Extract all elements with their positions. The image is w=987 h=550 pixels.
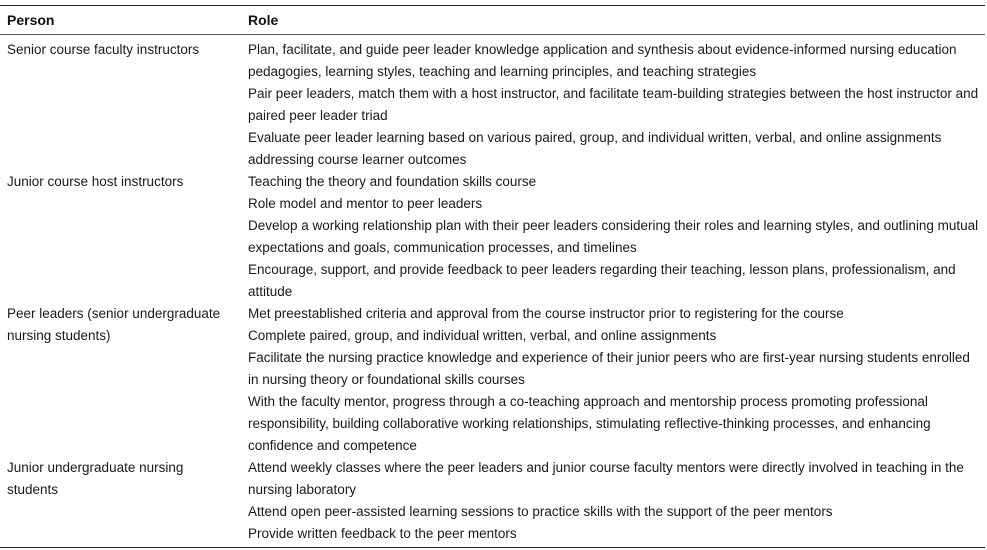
role-item: Met preestablished criteria and approval from the course instructor prior to registering for the course	[248, 306, 844, 321]
roles-table	[0, 5, 985, 548]
role-item: Evaluate peer leader learning based on various paired, group, and individual written, verbal, and online assignments addressing course learner outcomes	[248, 130, 942, 167]
role-cell	[248, 303, 985, 457]
table-row	[0, 457, 985, 545]
person-cell: Peer leaders (senior undergraduate nursing students)	[7, 306, 221, 343]
table-header	[0, 6, 985, 35]
role-item: Plan, facilitate, and guide peer leader knowledge application and synthesis about evidence-informed nursing education pedagogies, learning styles, teaching and learning principles, and teaching strategies	[248, 42, 957, 79]
table-row	[0, 39, 985, 171]
role-item: Complete paired, group, and individual written, verbal, and online assignments	[248, 328, 717, 343]
role-item: Provide written feedback to the peer mentors	[248, 526, 517, 541]
table-body	[0, 35, 985, 547]
person-cell: Junior course host instructors	[7, 174, 184, 189]
role-item: Role model and mentor to peer leaders	[248, 196, 483, 211]
header-person: Person	[7, 12, 55, 28]
table-row	[0, 171, 985, 303]
role-cell	[248, 39, 985, 171]
role-item: With the faculty mentor, progress through a co-teaching approach and mentorship process promoting professional responsibility, building collaborative working relationships, stimulating reflective-thinking processes, and enhancing confidence and competence	[248, 394, 931, 453]
role-item: Attend open peer-assisted learning sessions to practice skills with the support of the peer mentors	[248, 504, 833, 519]
role-item: Encourage, support, and provide feedback to peer leaders regarding their teaching, lesson plans, professionalism, and attitude	[248, 262, 956, 299]
header-role: Role	[248, 12, 279, 28]
role-item: Develop a working relationship plan with their peer leaders considering their roles and learning styles, and outlining mutual expectations and goals, communication processes, and timelines	[248, 218, 979, 255]
role-item: Teaching the theory and foundation skills course	[248, 174, 537, 189]
role-item: Attend weekly classes where the peer leaders and junior course faculty mentors were directly involved in teaching in the nursing laboratory	[248, 460, 964, 497]
person-cell: Junior undergraduate nursing students	[7, 460, 184, 497]
role-cell	[248, 171, 985, 303]
person-cell: Senior course faculty instructors	[7, 42, 200, 57]
table-row	[0, 303, 985, 457]
role-item: Facilitate the nursing practice knowledge and experience of their junior peers who are first-year nursing students enrolled in nursing theory or foundational skills courses	[248, 350, 970, 387]
role-item: Pair peer leaders, match them with a host instructor, and facilitate team-building strategies between the host instructor and paired peer leader triad	[248, 86, 979, 123]
role-cell	[248, 457, 985, 545]
